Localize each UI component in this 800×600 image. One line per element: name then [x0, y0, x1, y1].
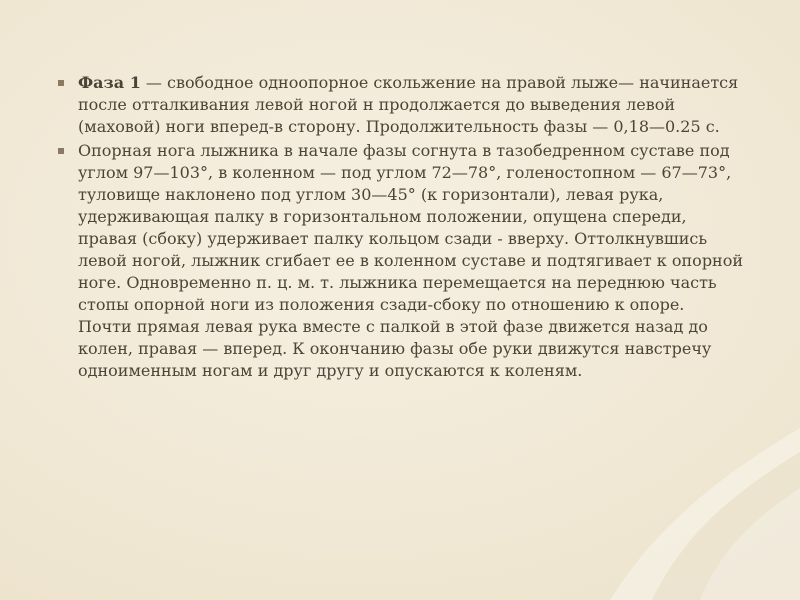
bullet-marker	[58, 140, 78, 154]
bullet-item	[58, 72, 743, 138]
decorative-swoosh	[540, 400, 800, 600]
slide-content	[58, 72, 743, 384]
square-bullet-icon	[58, 80, 64, 86]
bullet-text	[78, 72, 743, 138]
bullet-bold-prefix: Фаза 1	[78, 73, 141, 92]
bullet-list	[58, 72, 743, 382]
bullet-body: — свободное одноопорное скольжение на правой лыже— начинается после отталкивания левой ногой н продолжается до выведения левой (маховой) ноги вперед-в сторону. Продолжительность фазы — 0,18—0.25 с.	[78, 73, 739, 136]
bullet-body: Опорная нога лыжника в начале фазы согнута в тазобедренном суставе под углом 97—103°, в коленном — под углом 72—78°, голеностопном — 67—73°, туловище наклонено под углом 30—45° (к горизонтали), левая рука, удерживающая палку в горизонтальном положении, опущена спереди, правая (сбоку) удерживает палку кольцом сзади - вверху. Оттолкнувшись левой ногой, лыжник сгибает ее в коленном суставе и подтягивает к опорной ноге. Одновременно п. ц. м. т. лыжника перемещается на переднюю часть стопы опорной ноги из положения сзади-сбоку по отношению к опоре. Почти прямая левая рука вместе с палкой в этой фазе движется назад до колен, правая — вперед. К окончанию фазы обе руки движутся навстречу одноименным ногам и друг другу и опускаются к коленям.	[78, 141, 744, 380]
bullet-text	[78, 140, 743, 382]
bullet-item	[58, 140, 743, 382]
square-bullet-icon	[58, 148, 64, 154]
bullet-marker	[58, 72, 78, 86]
